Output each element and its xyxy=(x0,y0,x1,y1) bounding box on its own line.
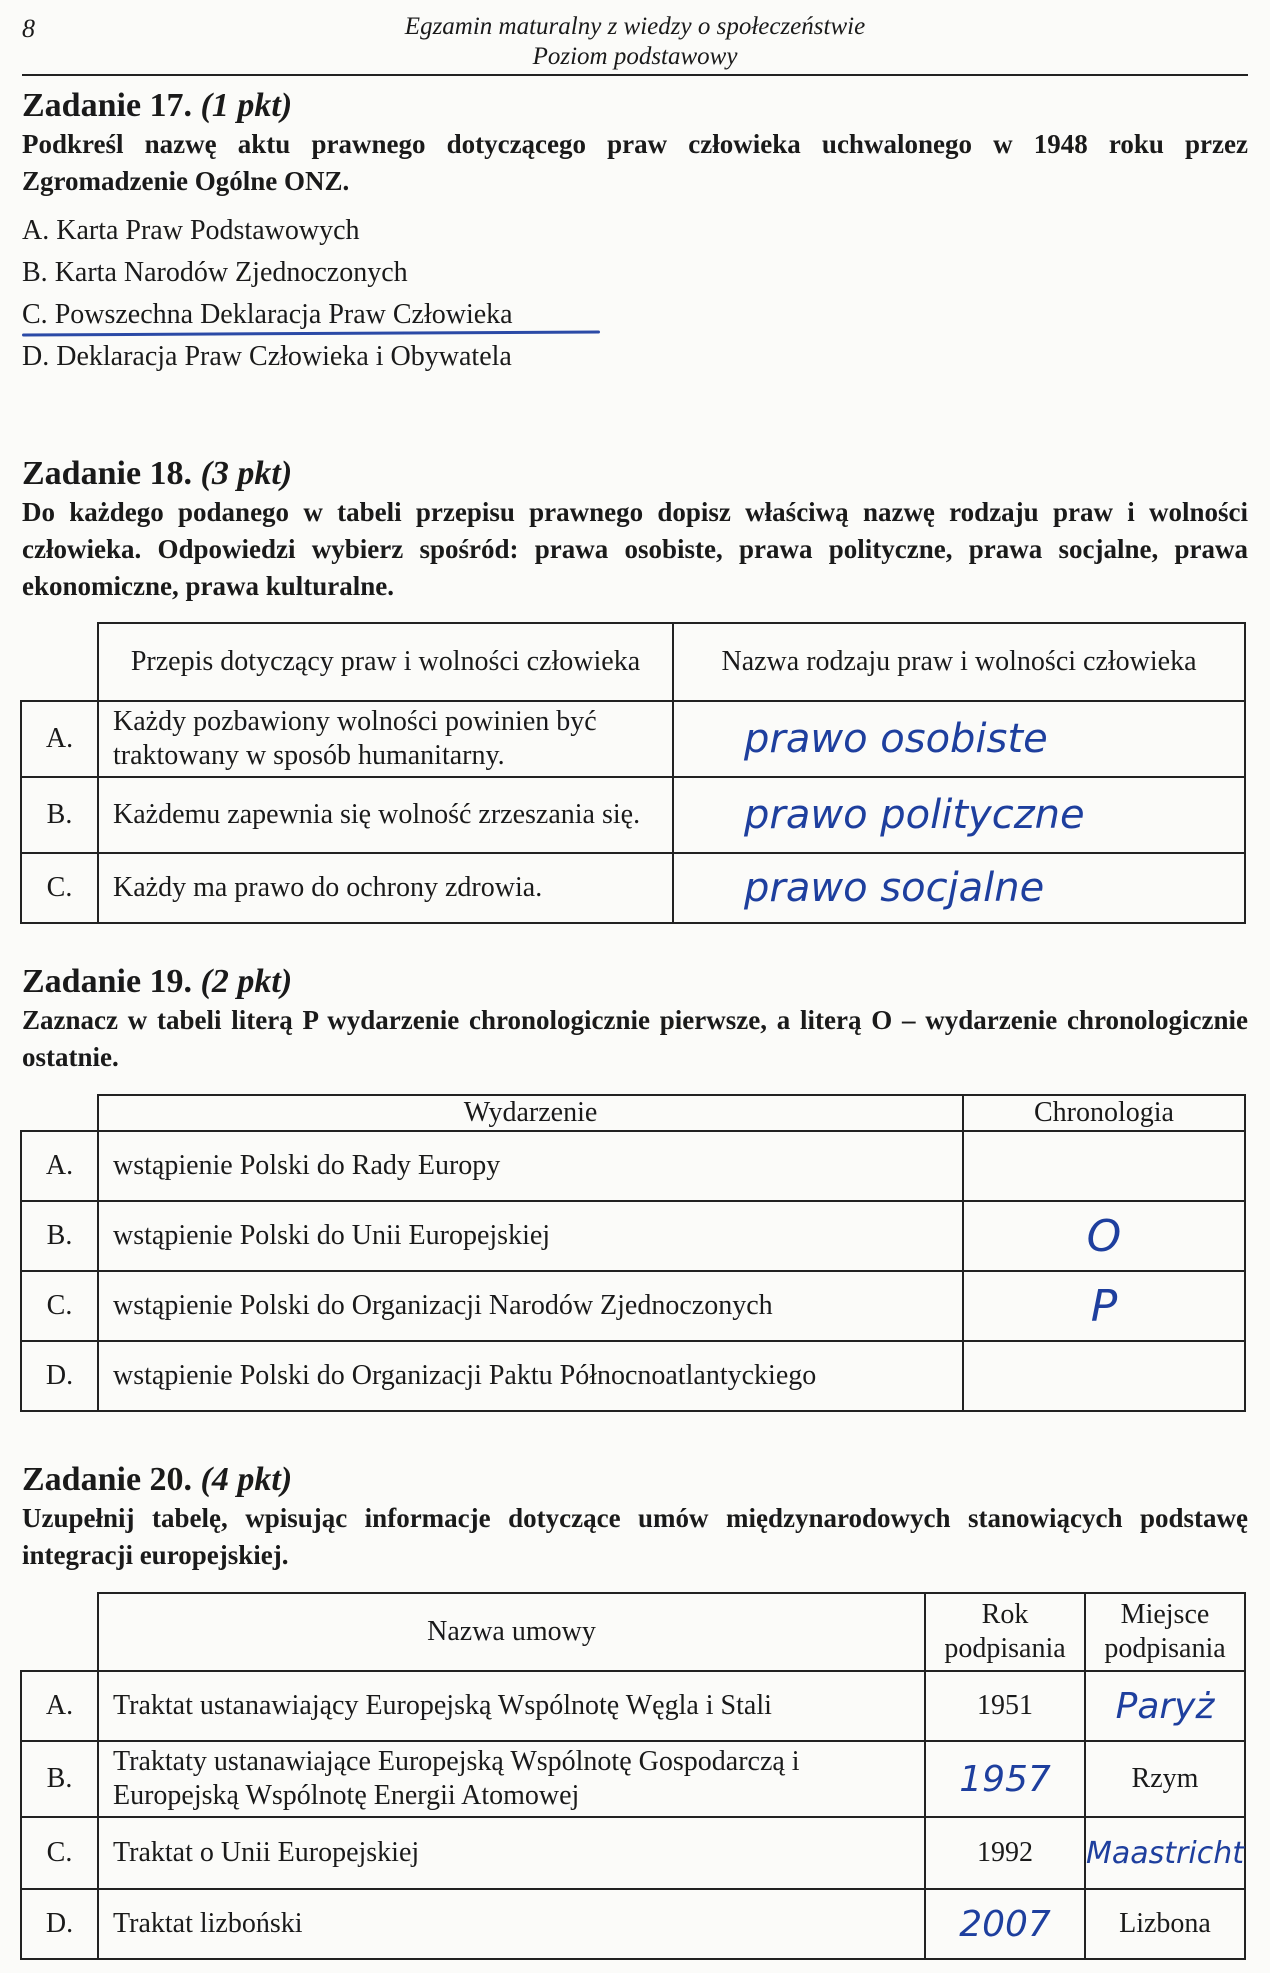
table-row xyxy=(21,1201,1245,1271)
row-text: wstąpienie Polski do Organizacji Paktu Północnoatlantyckiego xyxy=(98,1341,963,1411)
task-18-table xyxy=(20,622,1246,924)
header-treaty-name: Nazwa umowy xyxy=(98,1593,925,1671)
row-letter: A. xyxy=(21,1671,98,1741)
year-answer-field[interactable]: 2007 xyxy=(925,1889,1085,1959)
row-letter: D. xyxy=(21,1889,98,1959)
table-row xyxy=(21,1741,1245,1817)
task-19-points: (2 pkt) xyxy=(200,963,293,1000)
option-letter: C. xyxy=(22,299,48,330)
header-rights-type: Nazwa rodzaju praw i wolności człowieka xyxy=(673,623,1245,701)
empty-corner xyxy=(21,1095,98,1131)
option-letter: B. xyxy=(22,257,48,288)
option-text: Karta Narodów Zjednoczonych xyxy=(54,257,408,288)
task-17-label: Zadanie 17. xyxy=(22,87,193,124)
row-text: Traktat o Unii Europejskiej xyxy=(98,1817,925,1889)
option-letter: A. xyxy=(22,215,50,246)
task-20-title xyxy=(22,1460,1248,1500)
table-header-row xyxy=(21,1095,1245,1131)
place-answer-field[interactable]: Maastricht xyxy=(1085,1817,1245,1889)
table-header-row xyxy=(21,1593,1245,1671)
option-text: Karta Praw Podstawowych xyxy=(56,215,360,246)
header-chronology: Chronologia xyxy=(963,1095,1245,1131)
row-text: Traktaty ustanawiające Europejską Wspólnotę Gospodarczą i Europejską Wspólnotę Energii Atomowej xyxy=(98,1741,925,1817)
empty-corner xyxy=(21,623,98,701)
task-20-points: (4 pkt) xyxy=(200,1461,293,1498)
place-cell: Lizbona xyxy=(1085,1889,1245,1959)
row-text: Każdemu zapewnia się wolność zrzeszania się. xyxy=(98,777,673,853)
row-letter: C. xyxy=(21,1271,98,1341)
row-text: wstąpienie Polski do Rady Europy xyxy=(98,1131,963,1201)
answer-field[interactable] xyxy=(963,1131,1245,1201)
answer-field[interactable]: P xyxy=(963,1271,1245,1341)
task-19-instruction: Zaznacz w tabeli literą P wydarzenie chronologicznie pierwsze, a literą O – wydarzenie chronologicznie ostatnie. xyxy=(22,1005,1248,1072)
task-18-points: (3 pkt) xyxy=(200,455,293,492)
task-19-table xyxy=(20,1094,1246,1412)
task-17-options xyxy=(22,210,1248,378)
task-18-title xyxy=(22,454,1248,494)
year-cell: 1951 xyxy=(925,1671,1085,1741)
page-number: 8 xyxy=(22,14,35,43)
row-letter: D. xyxy=(21,1341,98,1411)
place-cell: Rzym xyxy=(1085,1741,1245,1817)
table-row xyxy=(21,853,1245,923)
task-20-instruction: Uzupełnij tabelę, wpisując informacje dotyczące umów międzynarodowych stanowiących podstawę integracji europejskiej. xyxy=(22,1503,1248,1570)
task-18-label: Zadanie 18. xyxy=(22,455,193,492)
row-letter: C. xyxy=(21,1817,98,1889)
row-text: Każdy pozbawiony wolności powinien być traktowany w sposób humanitarny. xyxy=(98,701,673,777)
task-19 xyxy=(22,962,1248,1076)
task-17-instruction: Podkreśl nazwę aktu prawnego dotyczącego praw człowieka uchwalonego w 1948 roku przez Zgromadzenie Ogólne ONZ. xyxy=(22,129,1248,196)
table-row xyxy=(21,1889,1245,1959)
answer-field[interactable] xyxy=(963,1341,1245,1411)
empty-corner xyxy=(21,1593,98,1671)
task-18 xyxy=(22,454,1248,605)
task-17-points: (1 pkt) xyxy=(200,87,293,124)
row-text: Traktat ustanawiający Europejską Wspólnotę Węgla i Stali xyxy=(98,1671,925,1741)
header-year: Rok podpisania xyxy=(925,1593,1085,1671)
option-a[interactable] xyxy=(22,210,1248,252)
row-letter: B. xyxy=(21,1741,98,1817)
task-17 xyxy=(22,86,1248,378)
place-answer-field[interactable]: Paryż xyxy=(1085,1671,1245,1741)
header-line-2: Poziom podstawowy xyxy=(532,43,738,70)
option-d[interactable] xyxy=(22,336,1248,378)
option-b[interactable] xyxy=(22,252,1248,294)
row-letter: A. xyxy=(21,701,98,777)
row-text: Traktat lizboński xyxy=(98,1889,925,1959)
table-row xyxy=(21,1131,1245,1201)
header-line-1: Egzamin maturalny z wiedzy o społeczeństwie xyxy=(404,13,866,40)
answer-field[interactable]: prawo socjalne xyxy=(673,853,1245,923)
option-text: Powszechna Deklaracja Praw Człowieka xyxy=(54,299,513,330)
option-letter: D. xyxy=(22,341,50,372)
answer-field[interactable]: prawo polityczne xyxy=(673,777,1245,853)
header-regulation: Przepis dotyczący praw i wolności człowieka xyxy=(98,623,673,701)
task-20-label: Zadanie 20. xyxy=(22,1461,193,1498)
header-event: Wydarzenie xyxy=(98,1095,963,1131)
row-letter: C. xyxy=(21,853,98,923)
task-17-title xyxy=(22,86,1248,126)
option-c[interactable] xyxy=(22,294,1248,336)
year-cell: 1992 xyxy=(925,1817,1085,1889)
table-header-row xyxy=(21,623,1245,701)
option-text: Deklaracja Praw Człowieka i Obywatela xyxy=(56,341,512,372)
row-text: wstąpienie Polski do Unii Europejskiej xyxy=(98,1201,963,1271)
page-header xyxy=(22,10,1248,76)
table-row xyxy=(21,777,1245,853)
header-place: Miejsce podpisania xyxy=(1085,1593,1245,1671)
table-row xyxy=(21,1271,1245,1341)
row-text: Każdy ma prawo do ochrony zdrowia. xyxy=(98,853,673,923)
row-text: wstąpienie Polski do Organizacji Narodów Zjednoczonych xyxy=(98,1271,963,1341)
task-18-instruction: Do każdego podanego w tabeli przepisu prawnego dopisz właściwą nazwę rodzaju praw i wolności człowieka. Odpowiedzi wybierz spośród: prawa osobiste, prawa polityczne, prawa socjalne, prawa ekonomiczne, prawa kulturalne. xyxy=(22,497,1248,601)
row-letter: B. xyxy=(21,1201,98,1271)
table-row xyxy=(21,701,1245,777)
table-row xyxy=(21,1671,1245,1741)
task-19-label: Zadanie 19. xyxy=(22,963,193,1000)
answer-field[interactable]: O xyxy=(963,1201,1245,1271)
row-letter: A. xyxy=(21,1131,98,1201)
answer-field[interactable]: prawo osobiste xyxy=(673,701,1245,777)
task-19-title xyxy=(22,962,1248,1002)
task-20-table xyxy=(20,1592,1246,1960)
table-row xyxy=(21,1817,1245,1889)
row-letter: B. xyxy=(21,777,98,853)
year-answer-field[interactable]: 1957 xyxy=(925,1741,1085,1817)
header-title xyxy=(22,12,1248,72)
task-20 xyxy=(22,1460,1248,1574)
table-row xyxy=(21,1341,1245,1411)
